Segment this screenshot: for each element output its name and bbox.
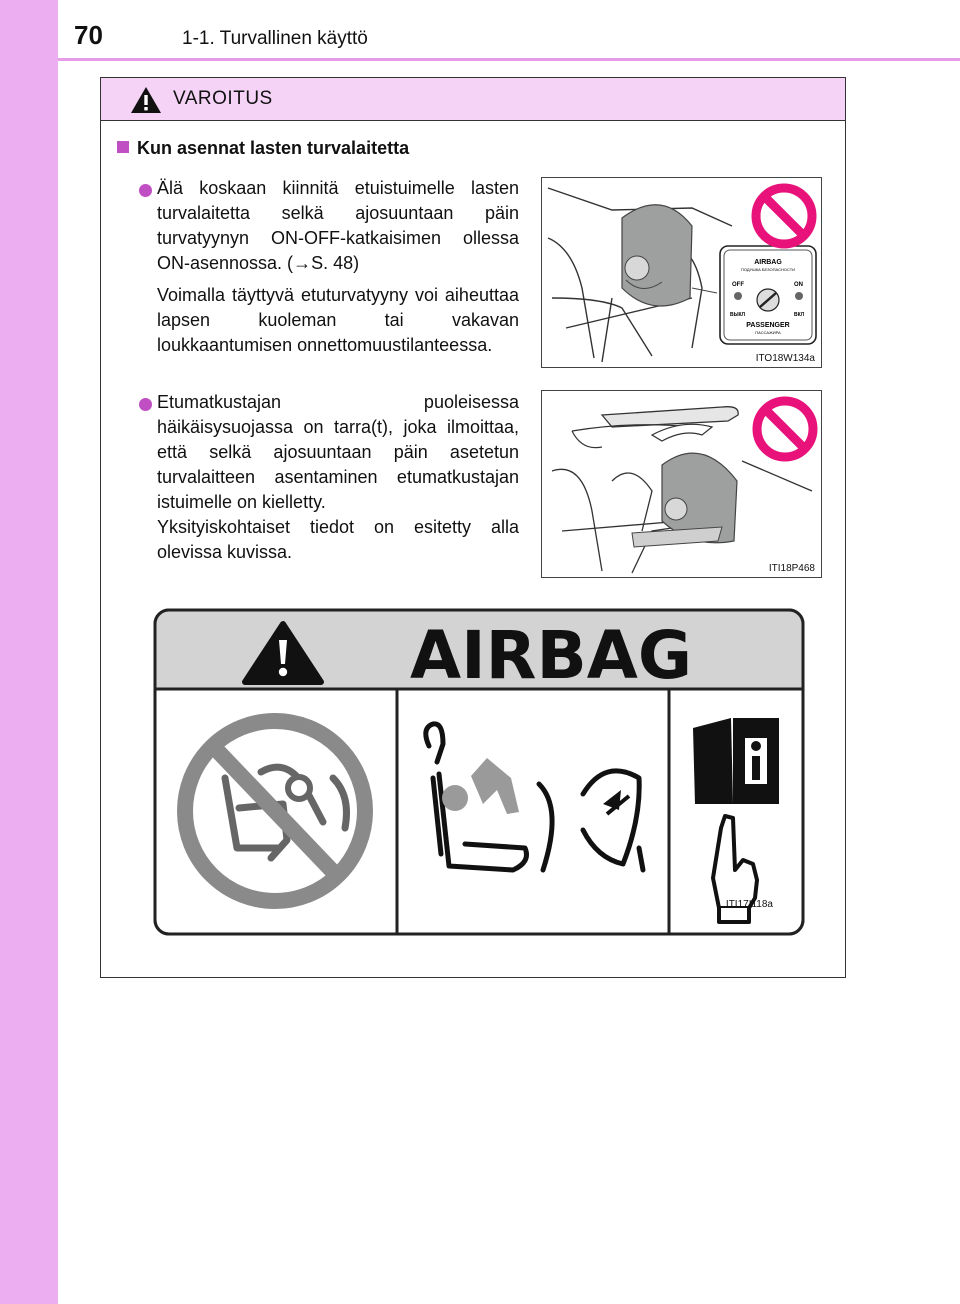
manual-info-icon — [693, 718, 779, 804]
bullet-dot-icon — [139, 398, 152, 411]
square-bullet-icon — [117, 141, 129, 153]
big-figure-code: ITI17I118a — [725, 899, 773, 910]
bullet1-para1 — [157, 176, 519, 276]
warning-triangle-icon — [129, 85, 163, 115]
warning-header — [101, 78, 845, 121]
figure-rear-facing-seat-switch — [541, 177, 822, 368]
warning-subheading — [117, 138, 409, 159]
page-number: 70 — [74, 20, 103, 50]
switch-label-bottom: PASSENGER — [746, 322, 790, 329]
warning-label: VAROITUS — [173, 88, 273, 109]
bullet1-line-b: S. 48) — [311, 253, 360, 273]
bullet1-para2-text: Voimalla täyttyvä etuturvatyyny voi aiheuttaa lapsen kuoleman tai vakavan loukkaantumisen onnettomuustilanteessa. — [157, 285, 519, 355]
prohibition-icon — [756, 188, 812, 244]
bullet1-text — [157, 176, 519, 358]
side-color-strip — [0, 0, 58, 1304]
switch-label-top-ru: ПОДУШКА БЕЗОПАСНОСТИ — [740, 267, 796, 272]
figure-sun-visor-label — [541, 390, 822, 578]
bullet2-text — [157, 390, 519, 565]
switch-label-on: ON — [794, 282, 803, 288]
airbag-label-illustration — [153, 608, 805, 936]
subheading-text: Kun asennat lasten turvalaitetta — [137, 138, 410, 158]
airbag-title: AIRBAG — [409, 617, 693, 694]
bullet2-para1 — [157, 390, 519, 515]
bullet1-line-a: Älä koskaan kiinnitä etuistuimelle lasten turvalaitetta selkä ajosuuntaan päin turvatyynyn ON-OFF-katkaisimen ollessa ON-asennossa. ( — [157, 178, 519, 273]
warning-box — [100, 77, 846, 978]
bullet2-para1-text: Etumatkustajan puoleisessa häikäisysuojassa on tarra(t), joka ilmoittaa, että selkä ajosuuntaan päin asetetun turvalaitteen asentaminen etumatkustajan istuimelle on kielletty. — [157, 392, 519, 512]
bullet2-para2 — [157, 515, 519, 565]
figure1-code: ITO18W134a — [755, 353, 815, 364]
bullet2-para2-text: Yksityiskohtaiset tiedot on esitetty alla olevissa kuvissa. — [157, 517, 519, 562]
bullet-dot-icon — [139, 184, 152, 197]
switch-label-top: AIRBAG — [754, 259, 782, 266]
switch-label-bottom-ru: ПАССАЖИРА — [755, 330, 781, 335]
arrow-icon: → — [293, 253, 312, 273]
bullet1-para2 — [157, 283, 519, 358]
figure1-illustration — [542, 178, 820, 366]
figure2-illustration — [542, 391, 820, 576]
no-rear-facing-seat-icon — [185, 721, 365, 901]
switch-label-on-ru: ВКЛ — [794, 312, 805, 318]
prohibition-icon — [757, 401, 813, 457]
section-title: 1-1. Turvallinen käyttö — [182, 28, 368, 49]
header-rule — [58, 58, 960, 61]
switch-label-off: OFF — [732, 282, 744, 288]
figure2-code: ITI18P468 — [768, 563, 815, 574]
airbag-warning-label-figure — [153, 608, 805, 936]
switch-label-off-ru: ВЫКЛ — [730, 312, 746, 318]
